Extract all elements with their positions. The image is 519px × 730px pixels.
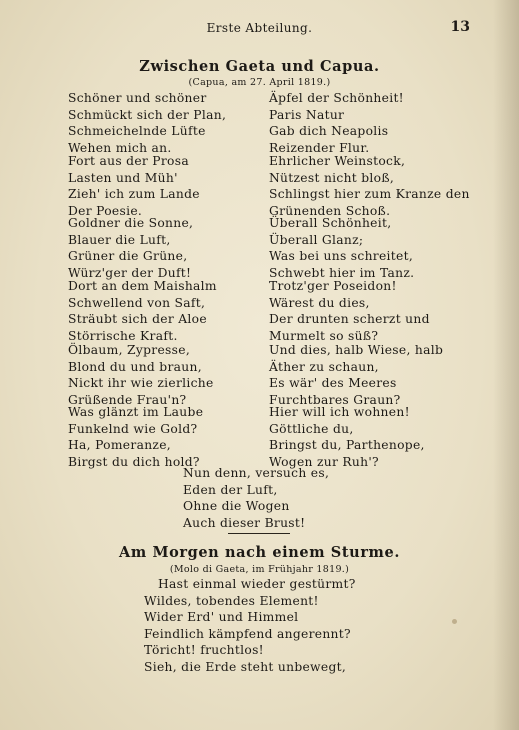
verse-line: Sieh, die Erde steht unbewegt, [144,659,347,674]
verse-line: Ehrlicher Weinstock, [269,154,406,168]
verse-line: Reizender Flur. [269,140,370,155]
verse-line: Trotz'ger Poseidon! [269,279,397,293]
verse-line: Schmeichelnde Lüfte [68,124,206,138]
paper-stain [452,619,457,624]
verse-line: Grüßende Frau'n? [68,392,187,407]
verse-line: Wärest du dies, [269,295,370,310]
verse-line: Nützest nicht bloß, [269,170,395,185]
verse-line: Birgst du dich hold? [68,454,200,469]
verse-line: Störrische Kraft. [68,328,178,343]
left-stanza-1 [68,90,226,156]
verse-line: Fort aus der Prosa [68,154,189,168]
verse-line: Lasten und Müh' [68,170,178,185]
verse-line: Wehen mich an. [68,140,172,155]
verse-line: Zieh' ich zum Lande [68,187,200,201]
verse-line: Ölbaum, Zypresse, [68,343,191,357]
poem2-stanza [144,576,356,675]
verse-line: Nickt ihr wie zierliche [68,376,214,390]
verse-line: Göttliche du, [269,421,354,436]
verse-line: Auch dieser Brust! [183,515,306,530]
verse-line: Funkelnd wie Gold? [68,421,198,436]
verse-line: Grünenden Schoß. [269,203,391,218]
running-head: Erste Abteilung. [206,21,313,35]
poem1-title: Zwischen Gaeta und Capua. [139,58,380,75]
right-stanza-3 [269,215,414,281]
verse-line: Furchtbares Graun? [269,392,401,407]
verse-line: Grüner die Grüne, [68,249,188,263]
closing-stanza [183,465,329,531]
verse-line: Bringst du, Parthenope, [269,438,425,452]
verse-line: Wider Erd' und Himmel [144,610,299,624]
verse-line: Äther zu schaun, [269,359,379,374]
poem1-subtitle: (Capua, am 27. April 1819.) [188,77,331,88]
verse-line: Ohne die Wogen [183,499,290,513]
left-stanza-5 [68,342,214,408]
verse-line: Schmückt sich der Plan, [68,107,227,122]
verse-line: Was bei uns schreitet, [269,249,414,263]
verse-line: Schöner und schöner [68,91,207,105]
verse-line: Paris Natur [269,107,345,122]
verse-line: Schlingst hier zum Kranze den [269,187,470,201]
verse-line: Schwebt hier im Tanz. [269,265,415,280]
verse-line: Gab dich Neapolis [269,124,389,138]
verse-line: Blauer die Luft, [68,232,171,247]
verse-line: Murmelt so süß? [269,328,379,343]
verse-line: Blond du und braun, [68,359,202,374]
verse-line: Was glänzt im Laube [68,405,204,419]
verse-line: Hast einmal wieder gestürmt? [158,577,356,591]
verse-line: Sträubt sich der Aloe [68,312,207,326]
right-stanza-2 [269,153,470,219]
page-number: 13 [450,19,470,35]
verse-line: Überall Glanz; [269,232,364,247]
verse-line: Goldner die Sonne, [68,216,194,230]
section-divider [228,533,290,534]
poem2-subtitle: (Molo di Gaeta, im Frühjahr 1819.) [169,564,350,575]
verse-line: Töricht! fruchtlos! [144,643,264,657]
verse-line: Schwellend von Saft, [68,295,206,310]
verse-line: Würz'ger der Duft! [68,265,192,280]
right-stanza-4 [269,278,430,344]
verse-line: Der drunten scherzt und [269,312,430,326]
verse-line: Es wär' des Meeres [269,376,397,390]
left-stanza-4 [68,278,217,344]
right-stanza-5 [269,342,443,408]
poem2-title: Am Morgen nach einem Sturme. [119,544,400,561]
verse-line: Ha, Pomeranze, [68,438,171,452]
verse-line: Nun denn, versuch es, [183,466,330,480]
verse-line: Dort an dem Maishalm [68,279,217,293]
verse-line: Hier will ich wohnen! [269,405,410,419]
verse-line: Und dies, halb Wiese, halb [269,343,444,357]
verse-line: Äpfel der Schönheit! [269,91,404,105]
verse-line: Wildes, tobendes Element! [144,593,319,608]
left-stanza-6 [68,404,203,470]
verse-line: Der Poesie. [68,203,143,218]
right-stanza-1 [269,90,404,156]
right-stanza-6 [269,404,425,470]
verse-line: Feindlich kämpfend angerennt? [144,626,351,641]
left-stanza-3 [68,215,193,281]
verse-line: Eden der Luft, [183,482,278,497]
page-edge-shadow [493,0,519,730]
left-stanza-2 [68,153,200,219]
verse-line: Wogen zur Ruh'? [269,454,379,469]
verse-line: Überall Schönheit, [269,216,392,230]
